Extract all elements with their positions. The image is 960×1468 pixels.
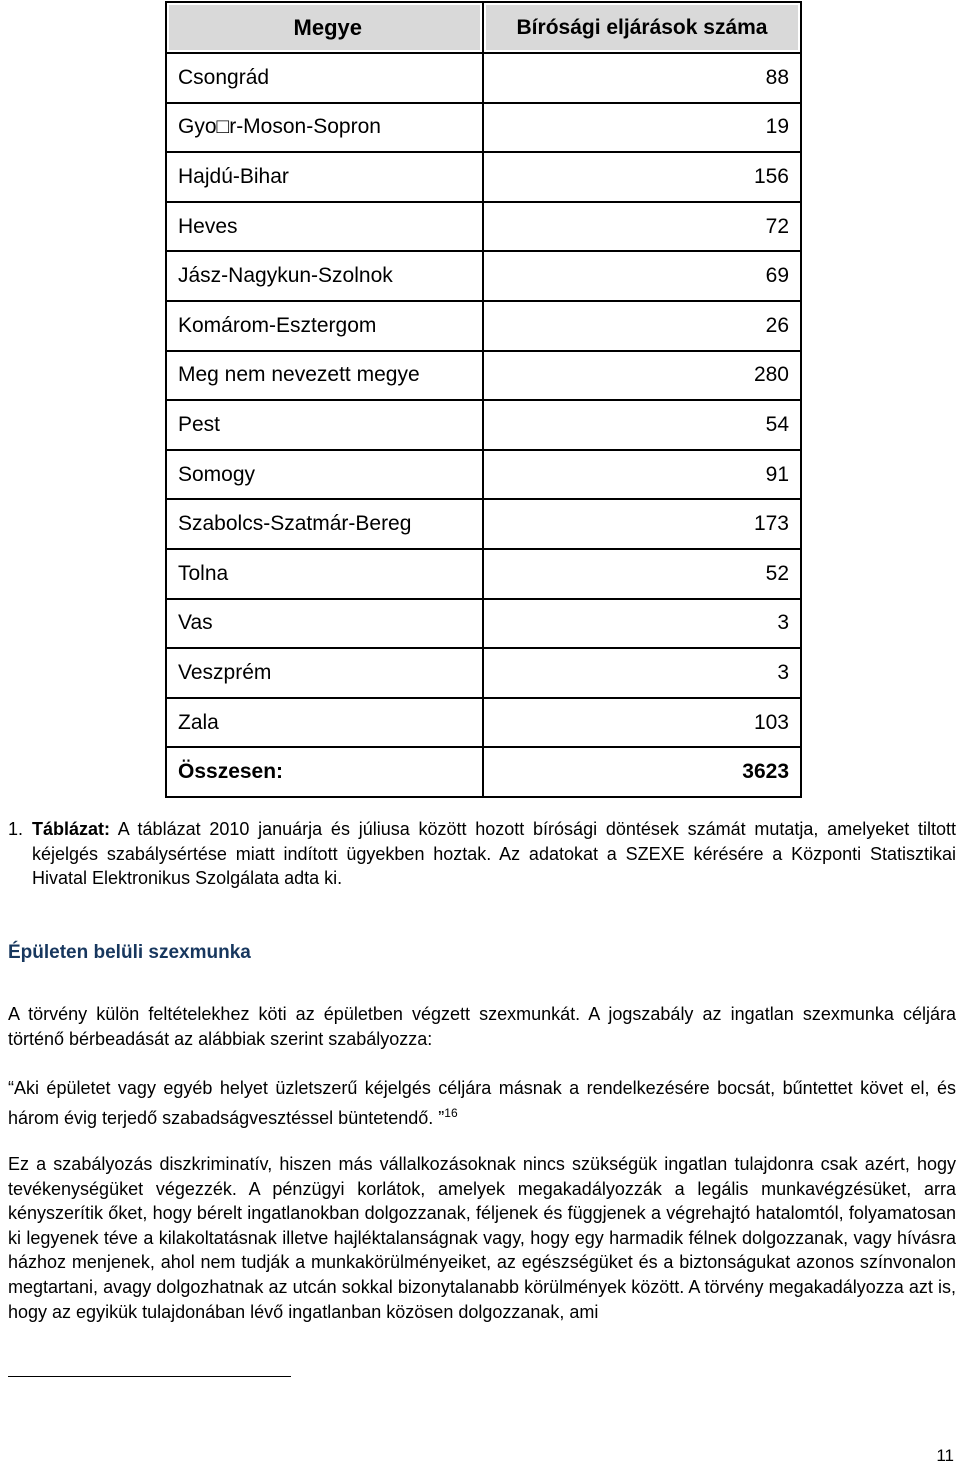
table-row (166, 202, 801, 252)
county-name: Veszprém (166, 648, 483, 698)
intro-paragraph: A törvény külön feltételekhez köti az épületben végzett szexmunkát. A jogszabály az ingatlan szexmunka céljára történő bérbeadását az alábbiak szerint szabályozza: (8, 1004, 956, 1049)
table-row (166, 599, 801, 649)
proceedings-count: 52 (483, 549, 801, 599)
proceedings-count: 69 (483, 251, 801, 301)
county-name: Zala (166, 698, 483, 748)
proceedings-count: 72 (483, 202, 801, 252)
proceedings-count: 88 (483, 53, 801, 103)
table-row (166, 103, 801, 153)
county-name: Tolna (166, 549, 483, 599)
table-row (166, 53, 801, 103)
table-body (166, 53, 801, 797)
law-quote (8, 1076, 956, 1130)
quote-text: “Aki épületet vagy egyéb helyet üzletszerű kéjelgés céljára másnak a rendelkezésére bocsát, bűntettet követ el, és három évig terjedő szabadságvesztéssel büntetendő. ” (8, 1078, 956, 1128)
table-row (166, 549, 801, 599)
table-row (166, 152, 801, 202)
caption-label: Táblázat: (32, 819, 111, 839)
county-name: Somogy (166, 450, 483, 500)
header-county: Megye (166, 2, 483, 53)
table-row (166, 400, 801, 450)
county-name: Komárom-Esztergom (166, 301, 483, 351)
footnote-separator (8, 1376, 291, 1377)
table-row (166, 499, 801, 549)
proceedings-count: 173 (483, 499, 801, 549)
proceedings-count: 3 (483, 599, 801, 649)
header-proceedings-count: Bírósági eljárások száma (483, 2, 801, 53)
proceedings-count: 54 (483, 400, 801, 450)
county-name: Pest (166, 400, 483, 450)
proceedings-count: 156 (483, 152, 801, 202)
county-name: Vas (166, 599, 483, 649)
table-row (166, 648, 801, 698)
table-row (166, 301, 801, 351)
county-name: Meg nem nevezett megye (166, 351, 483, 401)
table-total-row (166, 747, 801, 797)
main-paragraph: Ez a szabályozás diszkriminatív, hiszen más vállalkozásoknak nincs szükségük ingatlan tulajdonra csak azért, hogy tevékenységüket végezzék. A pénzügyi korlátok, amelyek megakadályozzák a legális munkavégzésüket, arra kényszerítik őket, hogy bérelt ingatlanokban dolgozzanak, féljenek és függjenek a végrehajtó hatalomtól, folyamatosan ki legyenek téve a kilakoltatásnak illetve hajléktalanságnak vagy, hogy egy harmadik félnek dolgozzanak, vagy hívásra házhoz menjenek, ahol nem tudják a munkakörülményeiket, az egészségüket és a biztonságukat azonos színvonalon megtartani, avagy dolgozhatnak az utcán sokkal bizonytalanabb körülmények között. A törvény megakadályozza azt is, hogy az egyikük tulajdonában lévő ingatlanban közösen dolgozzanak, ami (8, 1154, 956, 1322)
county-name: Szabolcs-Szatmár-Bereg (166, 499, 483, 549)
footnote-reference[interactable]: 16 (444, 1105, 458, 1120)
county-proceedings-table (165, 1, 802, 798)
table-row (166, 450, 801, 500)
total-value: 3623 (483, 747, 801, 797)
section-title: Épületen belüli szexmunka (8, 942, 251, 963)
table-row (166, 251, 801, 301)
county-name: Csongrád (166, 53, 483, 103)
proceedings-count: 3 (483, 648, 801, 698)
table-caption (8, 817, 956, 891)
county-name: Hajdú-Bihar (166, 152, 483, 202)
table-header-row (166, 2, 801, 53)
caption-text: A táblázat 2010 januárja és júliusa között hozott bírósági döntések számát mutatja, amelyeket tiltott kéjelgés szabálysértése miatt indított ügyekben hoztak. Az adatokat a SZEXE kérésére a Központi Statisztikai Hivatal Elektronikus Szolgálata adta ki. (32, 819, 956, 889)
caption-number: 1. (8, 819, 24, 839)
proceedings-count: 103 (483, 698, 801, 748)
proceedings-count: 280 (483, 351, 801, 401)
proceedings-count: 26 (483, 301, 801, 351)
proceedings-count: 19 (483, 103, 801, 153)
table-row (166, 351, 801, 401)
county-name: Jász-Nagykun-Szolnok (166, 251, 483, 301)
page-number: 11 (936, 1446, 954, 1465)
county-name: Heves (166, 202, 483, 252)
table-row (166, 698, 801, 748)
total-label: Összesen: (166, 747, 483, 797)
proceedings-count: 91 (483, 450, 801, 500)
county-name: Gyo□r-Moson-Sopron (166, 103, 483, 153)
